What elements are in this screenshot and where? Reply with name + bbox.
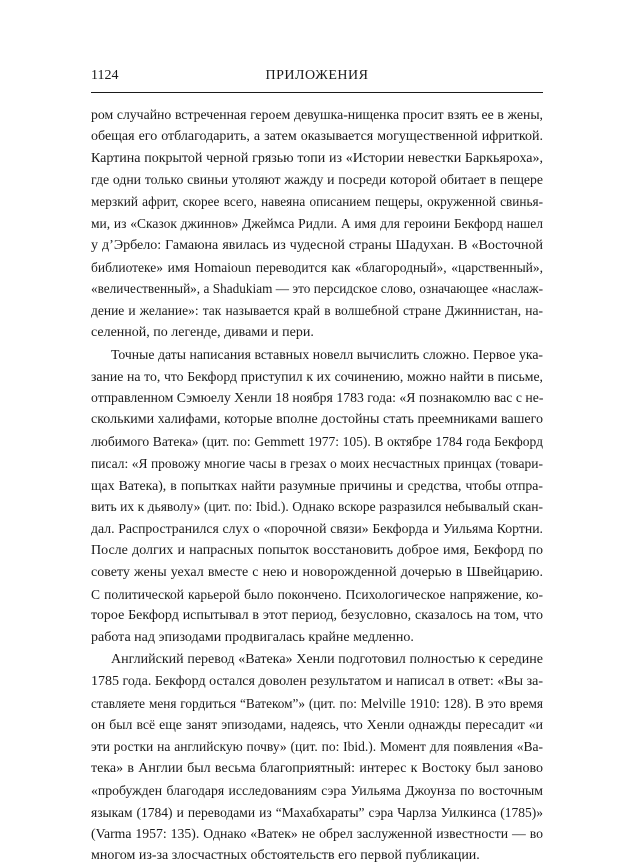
paragraph-2 <box>91 344 543 649</box>
text-line: После долгих и напрасных попыток восстановить доброе имя, Бекфорд по <box>91 542 543 558</box>
header-rule <box>91 92 543 93</box>
running-header <box>91 68 543 90</box>
body-text <box>91 104 543 867</box>
text-line: (Varma 1957: 135). Однако «Ватек» не обрел заслуженной известности — во <box>91 826 543 842</box>
text-line: библиотеке» имя Homaioun переводится как «благородный», «царственный», <box>91 259 543 275</box>
text-line: Точные даты написания вставных новелл вычислить сложно. Первое ука- <box>111 346 543 362</box>
text-line: отправленном Сэмюелу Хенли 18 ноября 1783 года: «Я познакомлю вас с не- <box>91 390 544 406</box>
paragraph-3 <box>91 649 543 867</box>
text-line: 1785 года. Бекфорд остался доволен результатом и написал в ответ: «Вы за- <box>91 673 543 689</box>
text-line: обещая его отблагодарить, а затем оказывается могущественной ифриткой. <box>91 128 543 144</box>
text-line: любимого Ватека» (цит. по: Gemmett 1977: 105). В октябре 1784 года Бекфорд <box>91 433 543 449</box>
text-line: ром случайно встреченная героем девушка-нищенка просит взять ее в жены, <box>91 107 543 122</box>
paragraph-1 <box>91 104 543 344</box>
text-line: совету жены уехал вместе с нею и новорожденной дочерью в Швейцарию. <box>91 564 543 580</box>
text-line: у д’Эрбело: Гамаюна явилась из чудесной страны Шадухан. В «Восточной <box>91 237 543 253</box>
text-line: щах Ватека), в попытках найти разумные причины и средства, чтобы отпра- <box>91 477 543 493</box>
text-line: торое Бекфорд испытывал в этот период, безусловно, сказалось на том, что <box>91 608 543 624</box>
text-line: ми, из «Сказок джиннов» Джеймса Ридли. А имя для героини Бекфорд нашел <box>91 215 543 231</box>
text-line: многом из-за злосчастных обстоятельств его первой публикации. <box>91 848 480 864</box>
page-number: 1124 <box>91 68 119 83</box>
text-line: ставляете меня гордиться “Ватеком”» (цит. по: Melville 1910: 128). В это время <box>91 695 543 711</box>
text-line: дение и желание»: так называется край в волшебной стране Джиннистан, на- <box>91 303 543 319</box>
text-line: «величественный», а Shadukiam — это персидское слово, означающее «наслаж- <box>91 281 543 297</box>
text-line: сколькими халифами, которые вполне достойны стать преемниками вашего <box>91 412 543 428</box>
text-line: Английский перевод «Ватека» Хенли подготовил полностью к середине <box>111 651 543 667</box>
text-line: тека» в Англии был весьма благоприятный: интерес к Востоку был заново <box>91 760 543 776</box>
text-line: языкам (1784) и переводами из “Махабхараты” сэра Чарлза Уилкинса (1785)» <box>91 804 543 820</box>
text-line: С политической карьерой было покончено. Психологическое напряжение, ко- <box>91 586 543 602</box>
text-line: дал. Распространился слух о «порочной связи» Бекфорда и Уильяма Кортни. <box>91 521 543 537</box>
text-line: Картина покрытой черной грязью топи из «Истории невестки Баркьяроха», <box>91 150 543 166</box>
text-line: мерзкий африт, скорее всего, навеяна описанием пещеры, окруженной свинья- <box>91 194 543 210</box>
text-line: селенной, по легенде, дивами и пери. <box>91 324 314 340</box>
text-line: где одни только свиньи утоляют жажду и посреди которой обитает в пещере <box>91 172 543 188</box>
text-line: эти ростки на английскую почву» (цит. по: Ibid.). Момент для появления «Ва- <box>91 739 543 755</box>
text-line: работа над эпизодами продвигалась крайне медленно. <box>91 630 414 646</box>
text-line: зание на то, что Бекфорд приступил к их сочинению, можно найти в письме, <box>91 368 543 384</box>
text-line: «пробужден благодаря исследованиям сэра Уильяма Джоунза по восточным <box>91 782 543 798</box>
running-title: ПРИЛОЖЕНИЯ <box>265 68 369 83</box>
text-line: писал: «Я провожу многие часы в грезах о моих несчастных принцах (товари- <box>91 455 543 471</box>
text-line: он был всё еще занят эпизодами, надеясь, что Хенли однажды пересадит «и <box>91 717 543 733</box>
text-line: вить их к дьяволу» (цит. по: Ibid.). Однако вскоре разразился небывалый скан- <box>91 499 543 515</box>
